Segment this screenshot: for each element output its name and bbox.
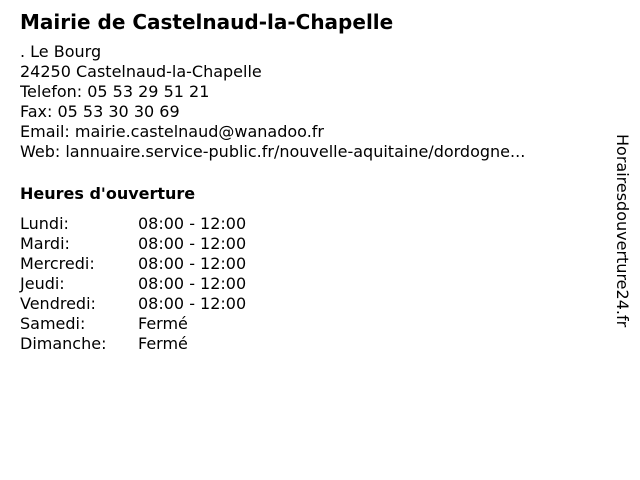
hours-row-vendredi: [20, 294, 600, 314]
day-label: Jeudi:: [20, 274, 65, 293]
hours-row-jeudi: [20, 274, 600, 294]
day-hours: 08:00 - 12:00: [138, 294, 247, 313]
email-address: Email: mairie.castelnaud@wanadoo.fr: [20, 122, 324, 141]
day-hours: 08:00 - 12:00: [138, 274, 247, 293]
page-title: Mairie de Castelnaud-la-Chapelle: [20, 10, 394, 34]
opening-hours-heading: Heures d'ouverture: [20, 184, 196, 203]
day-label: Mardi:: [20, 234, 70, 253]
address-street: . Le Bourg: [20, 42, 102, 61]
day-label: Vendredi:: [20, 294, 96, 313]
day-hours: 08:00 - 12:00: [138, 234, 247, 253]
day-hours: Fermé: [138, 334, 188, 353]
day-hours: 08:00 - 12:00: [138, 214, 247, 233]
opening-hours-list: [20, 214, 600, 354]
website-link: Web: lannuaire.service-public.fr/nouvelle-aquitaine/dordogne...: [20, 142, 526, 161]
day-label: Lundi:: [20, 214, 69, 233]
phone-number: Telefon: 05 53 29 51 21: [20, 82, 210, 101]
day-hours: 08:00 - 12:00: [138, 254, 247, 273]
day-label: Samedi:: [20, 314, 86, 333]
address-city: 24250 Castelnaud-la-Chapelle: [20, 62, 262, 81]
mairie-info-card: [20, 10, 600, 354]
day-label: Mercredi:: [20, 254, 95, 273]
hours-row-mardi: [20, 234, 600, 254]
hours-row-dimanche: [20, 334, 600, 354]
hours-row-mercredi: [20, 254, 600, 274]
hours-row-lundi: [20, 214, 600, 234]
day-label: Dimanche:: [20, 334, 107, 353]
fax-number: Fax: 05 53 30 30 69: [20, 102, 180, 121]
day-hours: Fermé: [138, 314, 188, 333]
hours-row-samedi: [20, 314, 600, 334]
site-watermark: Horairesdouverture24.fr: [613, 134, 632, 328]
